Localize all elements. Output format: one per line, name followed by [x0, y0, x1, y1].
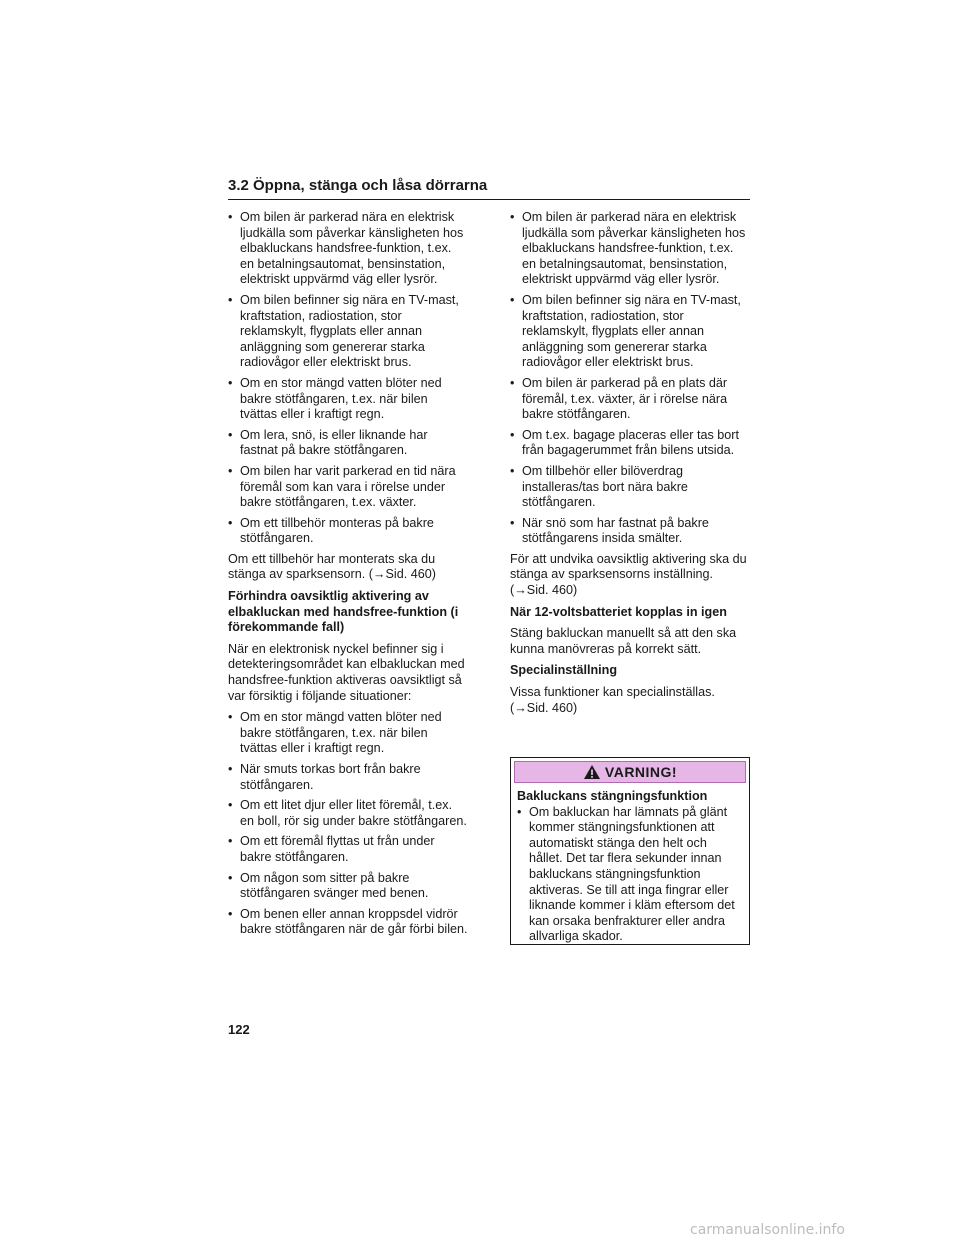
- paragraph: När en elektronisk nyckel befinner sig i detekteringsområdet kan elbakluckan med handsfree-funktion aktiveras oavsiktligt så var försiktig i följande situationer:: [228, 641, 465, 703]
- subheading: Förhindra oavsiktlig aktivering av elbakluckan med handsfree-funktion (i förekommande fall): [228, 589, 459, 635]
- warning-subtitle: Bakluckans stängningsfunktion: [517, 789, 708, 803]
- paragraph: Vissa funktioner kan specialinställas. (→Sid. 460): [510, 685, 715, 715]
- list-item: • Om bakluckan har lämnats på glänt kommer stängningsfunktionen att automatiskt stänga den helt och hållet. Det tar flera sekunder innan bakluckans stängningsfunktion aktiveras. Se till att inga fingrar eller liknande kommer i kläm eftersom det kan orsaka benfrakturer eller andra allvarliga skador.: [517, 805, 743, 945]
- warning-header: [514, 761, 746, 783]
- list-item: • Om bilen är parkerad på en plats där föremål, t.ex. växter, är i rörelse nära bakre stötfångaren.: [510, 376, 750, 423]
- list-item: • Om t.ex. bagage placeras eller tas bort från bagagerummet från bilens utsida.: [510, 428, 750, 459]
- left-column: [228, 210, 468, 943]
- paragraph: Om ett tillbehör har monterats ska du stänga av sparksensorn. (→Sid. 460): [228, 551, 436, 582]
- list-item: • Om bilen har varit parkerad en tid nära föremål som kan vara i rörelse under bakre stötfångaren, t.ex. växter.: [228, 464, 468, 511]
- list-item: • Om benen eller annan kroppsdel vidrör bakre stötfångaren när de går förbi bilen.: [228, 907, 468, 938]
- list-item: • Om ett föremål flyttas ut från under bakre stötfångaren.: [228, 834, 468, 865]
- warning-body: [511, 789, 749, 945]
- list-item: • När snö som har fastnat på bakre stötfångarens insida smälter.: [510, 516, 750, 547]
- list-item: • Om en stor mängd vatten blöter ned bakre stötfångaren, t.ex. när bilen tvättas eller i kraftigt regn.: [228, 376, 468, 423]
- list-item: • Om tillbehör eller bilöverdrag installeras/tas bort nära bakre stötfångaren.: [510, 464, 750, 511]
- left-bullet-list-2: [228, 710, 468, 938]
- list-item: • Om någon som sitter på bakre stötfångaren svänger med benen.: [228, 871, 468, 902]
- paragraph: För att undvika oavsiktlig aktivering ska du stänga av sparksensorns inställning. (→Sid. 460): [510, 551, 747, 598]
- header-divider: [228, 199, 750, 200]
- list-item: • Om ett litet djur eller litet föremål, t.ex. en boll, rör sig under bakre stötfångaren.: [228, 798, 468, 829]
- list-item: • Om ett tillbehör monteras på bakre stötfångaren.: [228, 516, 468, 547]
- subheading: När 12-voltsbatteriet kopplas in igen: [510, 604, 727, 619]
- right-bullet-list: [510, 210, 750, 547]
- list-item: • Om lera, snö, is eller liknande har fastnat på bakre stötfångaren.: [228, 428, 468, 459]
- right-column: [510, 210, 750, 722]
- warning-box: [510, 757, 750, 945]
- left-bullet-list-1: [228, 210, 468, 547]
- warning-triangle-icon: [583, 764, 601, 780]
- subheading: Specialinställning: [510, 663, 618, 678]
- warning-bullet-list: [517, 805, 743, 945]
- list-item: • Om bilen är parkerad nära en elektrisk ljudkälla som påverkar känsligheten hos elbakluckans handsfree-funktion, t.ex. en betalningsautomat, bensinstation, elektriskt uppvärmd väg eller lysrör.: [510, 210, 750, 288]
- section-title: 3.2 Öppna, stänga och låsa dörrarna: [228, 177, 488, 194]
- watermark: carmanualsonline.info: [690, 1222, 845, 1238]
- list-item: • Om bilen är parkerad nära en elektrisk ljudkälla som påverkar känsligheten hos elbakluckans handsfree-funktion, t.ex. en betalningsautomat, bensinstation, elektriskt uppvärmd väg eller lysrör.: [228, 210, 468, 288]
- paragraph: Stäng bakluckan manuellt så att den ska kunna manövreras på korrekt sätt.: [510, 626, 737, 656]
- warning-title: VARNING!: [604, 764, 678, 780]
- list-item: • Om bilen befinner sig nära en TV-mast, kraftstation, radiostation, stor reklamskylt, flygplats eller annan anläggning som genererar starka radiovågor eller elektriskt brus.: [228, 293, 468, 371]
- list-item: • När smuts torkas bort från bakre stötfångaren.: [228, 762, 468, 793]
- list-item: • Om bilen befinner sig nära en TV-mast, kraftstation, radiostation, stor reklamskylt, flygplats eller annan anläggning som genererar starka radiovågor eller elektriskt brus.: [510, 293, 750, 371]
- page-number: 122: [228, 1022, 250, 1037]
- list-item: • Om en stor mängd vatten blöter ned bakre stötfångaren, t.ex. när bilen tvättas eller i kraftigt regn.: [228, 710, 468, 757]
